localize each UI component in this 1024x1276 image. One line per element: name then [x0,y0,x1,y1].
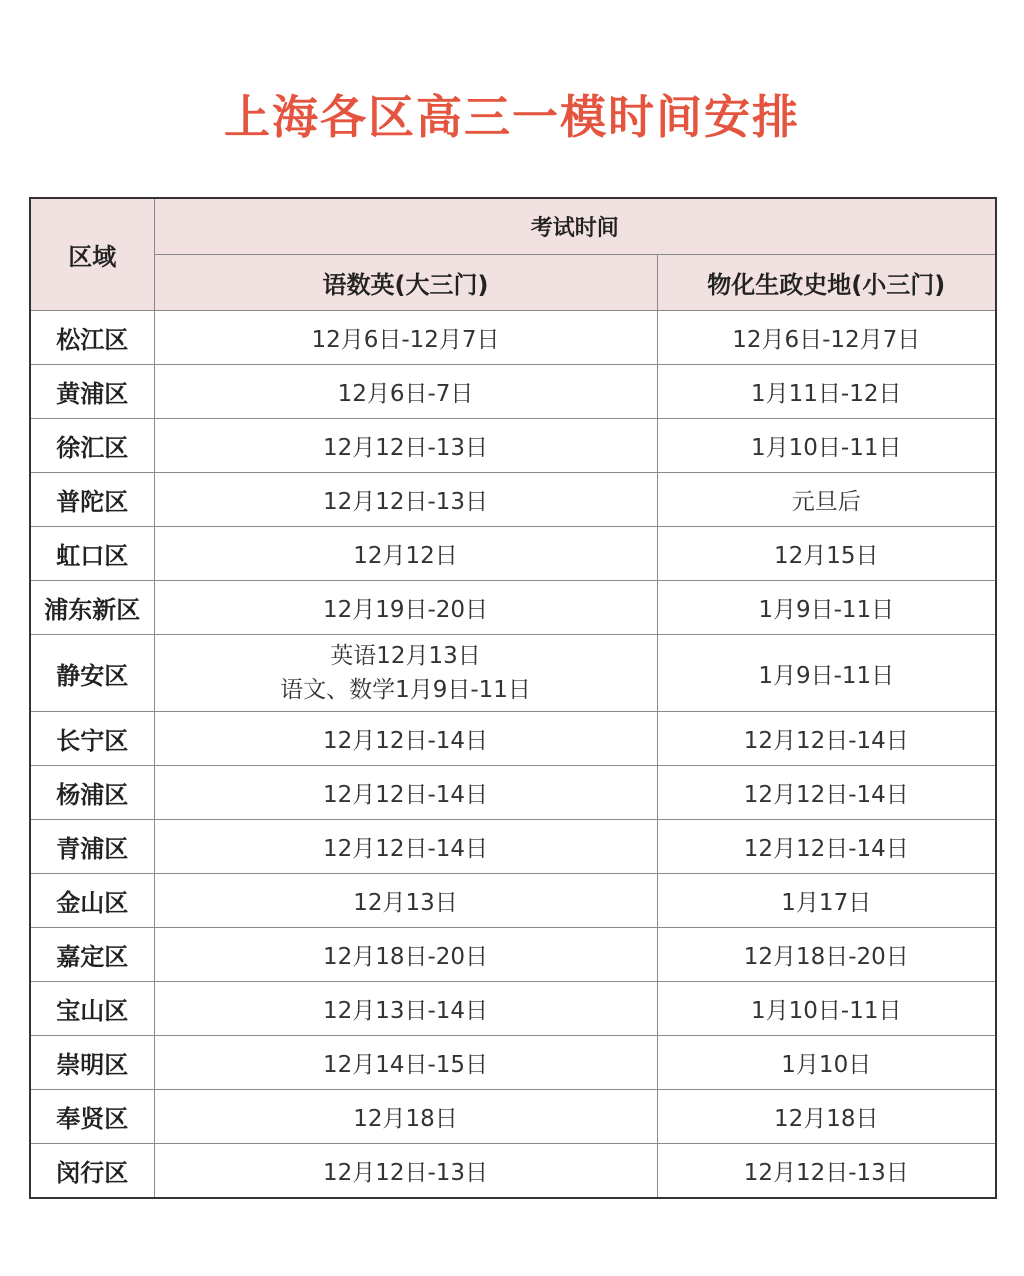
exam-time-header: 考试时间 [154,198,996,255]
minor-subjects-date-cell: 12月12日-14日 [657,766,996,820]
main-subjects-date-cell: 12月13日 [154,874,657,928]
main-subjects-date-cell: 12月12日-14日 [154,712,657,766]
minor-subjects-date-cell: 12月18日 [657,1090,996,1144]
main-subjects-date-line: 英语12月13日 [330,643,481,669]
table-row [30,365,996,419]
main-subjects-date-cell: 12月19日-20日 [154,581,657,635]
minor-subjects-date-cell: 1月17日 [657,874,996,928]
district-column-header: 区域 [30,198,154,311]
exam-schedule-table [29,197,997,1199]
district-cell: 青浦区 [30,820,154,874]
table-row [30,419,996,473]
minor-subjects-date-cell: 1月10日 [657,1036,996,1090]
table-row [30,982,996,1036]
main-subjects-date-cell: 12月13日-14日 [154,982,657,1036]
minor-subjects-date-cell: 12月18日-20日 [657,928,996,982]
table-row [30,712,996,766]
minor-subjects-date-cell: 1月10日-11日 [657,419,996,473]
minor-subjects-date-cell: 12月6日-12月7日 [657,311,996,365]
minor-subjects-column-header: 物化生政史地(小三门) [657,255,996,311]
subheader-row [30,255,996,311]
table-row [30,581,996,635]
district-cell: 黄浦区 [30,365,154,419]
main-subjects-date-cell: 12月6日-12月7日 [154,311,657,365]
table-body [30,311,996,1199]
table-header [30,198,996,311]
minor-subjects-date-cell: 1月9日-11日 [657,635,996,712]
main-subjects-date-cell: 12月14日-15日 [154,1036,657,1090]
table-row [30,928,996,982]
district-cell: 长宁区 [30,712,154,766]
header-row [30,198,996,255]
minor-subjects-date-cell: 12月12日-14日 [657,820,996,874]
main-subjects-date-cell: 12月18日-20日 [154,928,657,982]
table-row [30,527,996,581]
main-subjects-date-cell: 12月18日 [154,1090,657,1144]
main-subjects-date-cell: 12月12日-13日 [154,473,657,527]
main-subjects-date-line: 语文、数学1月9日-11日 [280,677,531,703]
table-row [30,635,996,712]
main-subjects-column-header: 语数英(大三门) [154,255,657,311]
district-cell: 浦东新区 [30,581,154,635]
page-title: 上海各区高三一模时间安排 [224,89,800,144]
district-cell: 闵行区 [30,1144,154,1199]
main-subjects-date-cell: 12月12日-13日 [154,1144,657,1199]
main-subjects-date-cell: 12月12日 [154,527,657,581]
table-row [30,473,996,527]
main-subjects-date-cell: 12月12日-14日 [154,820,657,874]
district-cell: 奉贤区 [30,1090,154,1144]
main-subjects-date-cell: 12月12日-13日 [154,419,657,473]
table-row [30,874,996,928]
table-row [30,1144,996,1199]
table-row [30,311,996,365]
main-subjects-date-cell: 12月12日-14日 [154,766,657,820]
table-row [30,820,996,874]
district-cell: 徐汇区 [30,419,154,473]
table-row [30,1090,996,1144]
minor-subjects-date-cell: 1月9日-11日 [657,581,996,635]
district-cell: 杨浦区 [30,766,154,820]
district-cell: 崇明区 [30,1036,154,1090]
minor-subjects-date-cell: 12月15日 [657,527,996,581]
minor-subjects-date-cell: 1月10日-11日 [657,982,996,1036]
minor-subjects-date-cell: 元旦后 [657,473,996,527]
table-row [30,1036,996,1090]
minor-subjects-date-cell: 12月12日-13日 [657,1144,996,1199]
district-cell: 静安区 [30,635,154,712]
main-subjects-date-cell [154,635,657,712]
district-cell: 虹口区 [30,527,154,581]
district-cell: 金山区 [30,874,154,928]
district-cell: 宝山区 [30,982,154,1036]
table-row [30,766,996,820]
minor-subjects-date-cell: 12月12日-14日 [657,712,996,766]
district-cell: 普陀区 [30,473,154,527]
main-subjects-date-cell: 12月6日-7日 [154,365,657,419]
minor-subjects-date-cell: 1月11日-12日 [657,365,996,419]
district-cell: 松江区 [30,311,154,365]
district-cell: 嘉定区 [30,928,154,982]
